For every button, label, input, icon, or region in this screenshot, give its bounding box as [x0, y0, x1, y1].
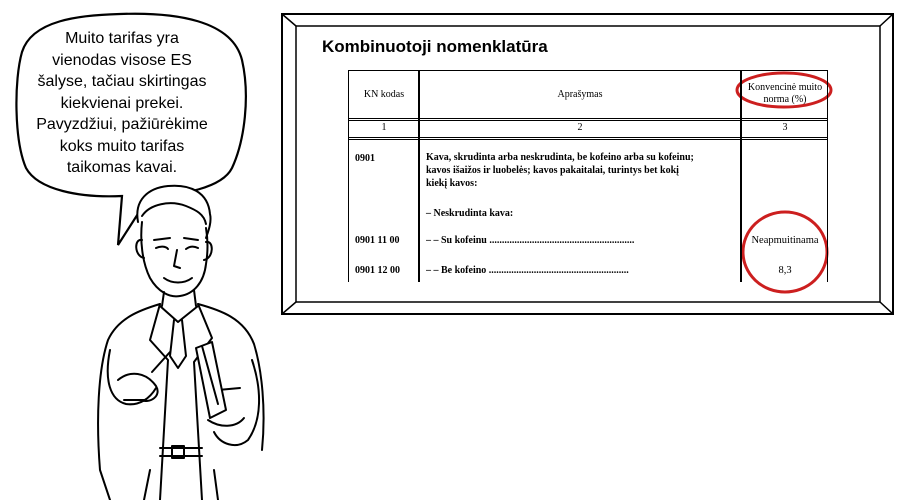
header-code: KN kodas — [363, 89, 405, 100]
speech-line: Pavyzdžiui, pažiūrėkime — [36, 116, 208, 133]
row-description: – Neskrudinta kava: — [426, 208, 514, 219]
row-rule — [348, 137, 828, 138]
row-description: – – Su kofeinu .......................................................... — [426, 235, 635, 246]
speech-text — [36, 28, 208, 179]
row-rate: Neapmuitinama — [751, 235, 819, 246]
speech-line: šalyse, tačiau skirtingas — [37, 73, 207, 90]
speech-line: koks muito tarifas — [59, 137, 185, 155]
row-description: – – Be kofeino ........................................................ — [426, 265, 629, 276]
column-number: 3 — [782, 122, 788, 133]
description-line: kavos išaižos ir luobelės; kavos pakaitalai, turintys bet kokį — [426, 165, 679, 176]
description-line: Kava, skrudinta arba neskrudinta, be kofeino arba su kofeinu; — [426, 152, 694, 163]
row-rule — [348, 139, 828, 140]
header-description: Aprašymas — [557, 89, 603, 100]
column-number: 2 — [577, 122, 583, 133]
row-rule — [348, 120, 828, 121]
column-rule — [418, 70, 420, 282]
header-rate-line2: norma (%) — [763, 94, 807, 105]
speech-line: taikomas kavai. — [66, 159, 178, 176]
row-rate: 8,3 — [778, 265, 792, 276]
speech-line: vienodas visose ES — [52, 51, 192, 69]
row-code: 0901 12 00 — [355, 265, 400, 276]
row-description — [426, 151, 738, 190]
header-rate-line1: Konvencinė muito — [747, 82, 823, 93]
column-number: 1 — [381, 122, 387, 133]
row-code: 0901 11 00 — [355, 235, 400, 246]
speech-line: kiekvienai prekei. — [60, 94, 184, 112]
row-code: 0901 — [355, 153, 375, 164]
board-title: Kombinuotoji nomenklatūra — [322, 37, 548, 56]
description-line: kiekį kavos: — [426, 178, 478, 189]
speech-line: Muito tarifas yra — [65, 30, 179, 47]
